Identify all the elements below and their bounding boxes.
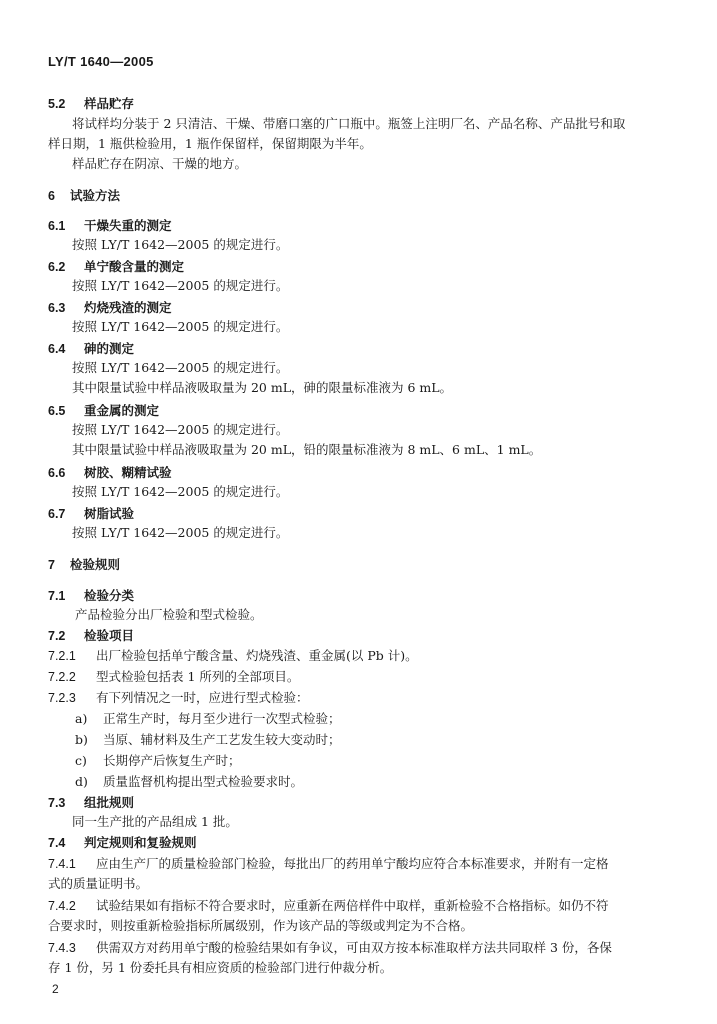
section-6-heading xyxy=(48,188,680,204)
section-number: 7.3 xyxy=(48,796,66,810)
clause-7-4-1 xyxy=(48,856,680,872)
section-title: 重金属的测定 xyxy=(84,404,160,418)
section-7-heading xyxy=(48,557,680,573)
paragraph-line: 按照 LY/T 1642—2005 的规定进行。 xyxy=(72,278,289,293)
standard-code: LY/T 1640—2005 xyxy=(48,54,154,69)
section-title: 干燥失重的测定 xyxy=(84,219,172,233)
section-7-3-heading xyxy=(48,795,680,811)
clause-7-4-2 xyxy=(48,898,680,914)
section-number: 6.1 xyxy=(48,219,66,233)
paragraph-line: 将试样均分装于 2 只清洁、干燥、带磨口塞的广口瓶中。瓶签上注明厂名、产品名称、产品批号和取 xyxy=(72,116,626,131)
clause-7-4-3 xyxy=(48,940,680,956)
clause-number: 7.4.1 xyxy=(48,857,76,871)
clause-text: 出厂检验包括单宁酸含量、灼烧残渣、重金属(以 Pb 计)。 xyxy=(96,648,418,663)
paragraph-line: 按照 LY/T 1642—2005 的规定进行。 xyxy=(72,360,289,375)
section-title: 判定规则和复验规则 xyxy=(84,836,197,850)
clause-number: 7.4.2 xyxy=(48,899,76,913)
section-6-6-heading xyxy=(48,465,680,481)
section-title: 树脂试验 xyxy=(84,507,135,521)
section-title: 样品贮存 xyxy=(84,97,135,111)
paragraph-line: 按照 LY/T 1642—2005 的规定进行。 xyxy=(72,484,289,499)
section-number: 6.2 xyxy=(48,260,66,274)
section-number: 7.2 xyxy=(48,629,66,643)
section-6-2-heading xyxy=(48,259,680,275)
section-5-2-heading xyxy=(48,96,680,112)
section-7-2-heading xyxy=(48,628,680,644)
section-title: 检验项目 xyxy=(84,629,135,643)
section-number: 6.3 xyxy=(48,301,66,315)
section-6-3-heading xyxy=(48,300,680,316)
section-title: 组批规则 xyxy=(84,796,135,810)
paragraph-line: 按照 LY/T 1642—2005 的规定进行。 xyxy=(72,237,289,252)
clause-text: 有下列情况之一时，应进行型式检验： xyxy=(96,690,309,705)
paragraph-line: 其中限量试验中样品液吸取量为 20 mL，铅的限量标准液为 8 mL、6 mL、1 mL。 xyxy=(72,442,542,457)
section-6-1-heading xyxy=(48,218,680,234)
section-number: 6.5 xyxy=(48,404,66,418)
list-item xyxy=(48,711,707,727)
paragraph-line: 样品贮存在阴凉、干燥的地方。 xyxy=(72,156,248,171)
section-number: 7.4 xyxy=(48,836,66,850)
list-item xyxy=(48,732,707,748)
paragraph-line: 按照 LY/T 1642—2005 的规定进行。 xyxy=(72,319,289,334)
clause-number: 7.2.2 xyxy=(48,670,76,684)
section-title: 砷的测定 xyxy=(84,342,135,356)
section-title: 试验方法 xyxy=(70,189,121,203)
paragraph-line: 其中限量试验中样品液吸取量为 20 mL，砷的限量标准液为 6 mL。 xyxy=(72,380,453,395)
list-text: 当原、辅材料及生产工艺发生较大变动时； xyxy=(103,732,341,747)
clause-7-2-3 xyxy=(48,690,680,706)
clause-text: 供需双方对药用单宁酸的检验结果如有争议，可由双方按本标准取样方法共同取样 3 份，各保 xyxy=(96,940,612,955)
section-6-5-heading xyxy=(48,403,680,419)
section-number: 5.2 xyxy=(48,97,66,111)
section-number: 7 xyxy=(48,558,55,572)
section-number: 6 xyxy=(48,189,55,203)
paragraph-line: 产品检验分出厂检验和型式检验。 xyxy=(75,607,263,622)
clause-text: 应由生产厂的质量检验部门检验，每批出厂的药用单宁酸均应符合本标准要求，并附有一定格 xyxy=(96,856,609,871)
clause-number: 7.4.3 xyxy=(48,941,76,955)
section-6-4-heading xyxy=(48,341,680,357)
section-number: 6.4 xyxy=(48,342,66,356)
paragraph-line: 式的质量证明书。 xyxy=(48,876,149,891)
section-number: 6.7 xyxy=(48,507,66,521)
list-item xyxy=(48,753,707,769)
section-7-4-heading xyxy=(48,835,680,851)
paragraph-line: 样日期，1 瓶供检验用，1 瓶作保留样，保留期限为半年。 xyxy=(48,136,372,151)
paragraph-line: 存 1 份，另 1 份委托具有相应资质的检验部门进行仲裁分析。 xyxy=(48,960,393,975)
section-title: 检验分类 xyxy=(84,589,135,603)
list-item xyxy=(48,774,707,790)
section-7-1-heading xyxy=(48,588,680,604)
clause-text: 型式检验包括表 1 所列的全部项目。 xyxy=(96,669,300,684)
page-number: 2 xyxy=(52,982,59,996)
paragraph-line: 按照 LY/T 1642—2005 的规定进行。 xyxy=(72,422,289,437)
section-title: 灼烧残渣的测定 xyxy=(84,301,172,315)
section-number: 6.6 xyxy=(48,466,66,480)
clause-7-2-2 xyxy=(48,669,680,685)
paragraph-line: 按照 LY/T 1642—2005 的规定进行。 xyxy=(72,525,289,540)
section-title: 树胶、糊精试验 xyxy=(84,466,172,480)
paragraph-line: 同一生产批的产品组成 1 批。 xyxy=(72,814,238,829)
section-title: 检验规则 xyxy=(70,558,121,572)
clause-number: 7.2.1 xyxy=(48,649,76,663)
section-title: 单宁酸含量的测定 xyxy=(84,260,185,274)
list-text: 长期停产后恢复生产时； xyxy=(103,753,241,768)
section-6-7-heading xyxy=(48,506,680,522)
clause-7-2-1 xyxy=(48,648,680,664)
list-label: c) xyxy=(75,753,87,768)
list-label: d) xyxy=(75,774,88,789)
clause-text: 试验结果如有指标不符合要求时，应重新在两倍样件中取样，重新检验不合格指标。如仍不符 xyxy=(96,898,609,913)
list-label: b) xyxy=(75,732,88,747)
section-number: 7.1 xyxy=(48,589,66,603)
list-text: 正常生产时，每月至少进行一次型式检验； xyxy=(103,711,341,726)
list-text: 质量监督机构提出型式检验要求时。 xyxy=(103,774,304,789)
paragraph-line: 合要求时，则按重新检验指标所属级别，作为该产品的等级或判定为不合格。 xyxy=(48,918,474,933)
clause-number: 7.2.3 xyxy=(48,691,76,705)
list-label: a) xyxy=(75,711,88,726)
